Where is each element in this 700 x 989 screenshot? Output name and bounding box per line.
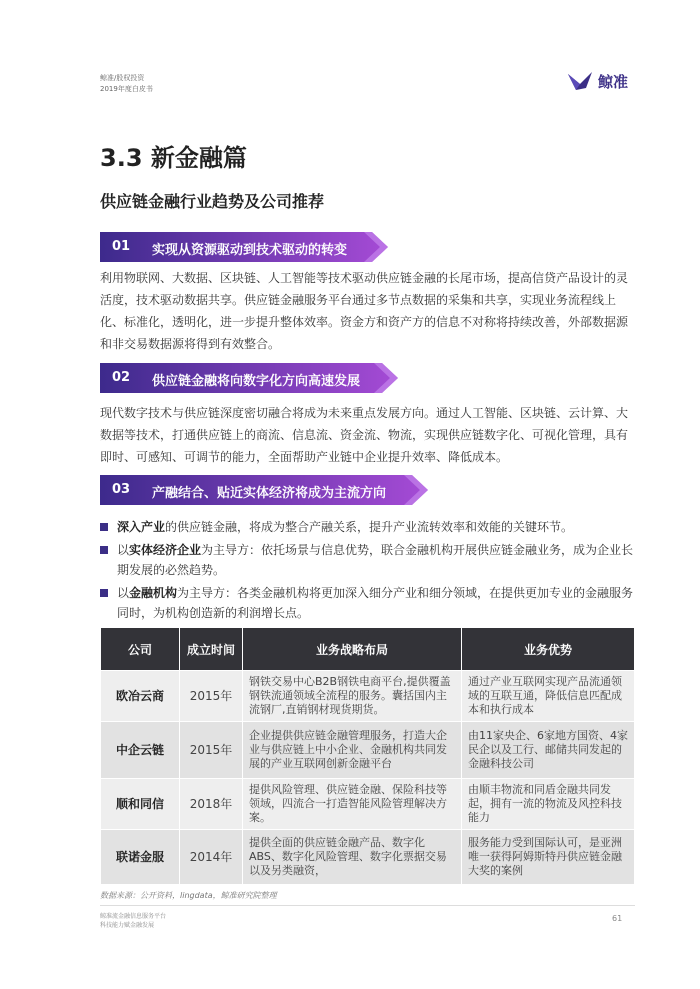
footer-info xyxy=(100,912,166,930)
bullet-item xyxy=(100,517,635,537)
logo-text: 鲸准 xyxy=(598,72,629,91)
banner-number: 02 xyxy=(112,370,131,385)
table-row xyxy=(101,671,635,722)
bullet-bold: 实体经济企业 xyxy=(129,543,202,557)
banner-title: 供应链金融将向数字化方向高速发展 xyxy=(152,374,361,389)
section-title: 3.3 新金融篇 xyxy=(100,144,247,172)
banner-01 xyxy=(100,232,390,262)
header-info xyxy=(100,73,153,95)
table-header-row xyxy=(101,628,635,671)
bullet-square-icon xyxy=(100,546,108,554)
cell-advantage: 由顺丰物流和同盾金融共同发起，拥有一流的物流及风控科技能力 xyxy=(462,779,635,830)
table-row xyxy=(101,779,635,830)
footer-line2: 科技能力赋金融发展 xyxy=(100,922,155,929)
cell-strategy: 提供全面的供应链金融产品、数字化ABS、数字化风险管理、数字化票据交易以及另类融资， xyxy=(243,830,462,885)
cell-company: 中企云链 xyxy=(101,722,180,779)
page-number: 61 xyxy=(612,914,623,923)
cell-year: 2015年 xyxy=(180,671,243,722)
bullet-prefix: 以 xyxy=(117,586,130,600)
banner-title: 产融结合、贴近实体经济将成为主流方向 xyxy=(152,486,387,501)
sub-title: 供应链金融行业趋势及公司推荐 xyxy=(100,192,325,211)
banner-number: 01 xyxy=(112,239,131,254)
table-row xyxy=(101,722,635,779)
bullet-item xyxy=(100,540,635,580)
cell-year: 2015年 xyxy=(180,722,243,779)
header-year: 成立时间 xyxy=(180,628,243,671)
cell-advantage: 通过产业互联网实现产品流通领域的互联互通，降低信息匹配成本和执行成本 xyxy=(462,671,635,722)
header-company: 公司 xyxy=(101,628,180,671)
bullet-bold: 金融机构 xyxy=(129,586,178,600)
header-line1: 鲸准/股权投资 xyxy=(100,74,145,82)
bullet-text: 的供应链金融，将成为整合产融关系，提升产业流转效率和效能的关键环节。 xyxy=(165,520,574,534)
bullet-text: 为主导方：各类金融机构将更加深入细分产业和细分领域，在提供更加专业的金融服务同时，为机构创造新的利润增长点。 xyxy=(117,586,634,620)
cell-company: 联诺金服 xyxy=(101,830,180,885)
cell-year: 2014年 xyxy=(180,830,243,885)
header-strategy: 业务战略布局 xyxy=(243,628,462,671)
banner-03 xyxy=(100,475,390,505)
table-row xyxy=(101,830,635,885)
bullet-text: 为主导方：依托场景与信息优势，联合金融机构开展供应链金融业务，成为企业长期发展的必然趋势。 xyxy=(117,543,634,577)
bullet-bold: 深入产业 xyxy=(117,520,166,534)
footer-divider xyxy=(100,905,635,906)
cell-year: 2018年 xyxy=(180,779,243,830)
logo xyxy=(566,70,628,92)
paragraph-01: 利用物联网、大数据、区块链、人工智能等技术驱动供应链金融的长尾市场，提高信贷产品设计的灵活度，技术驱动数据共享。供应链金融服务平台通过多节点数据的采集和共享，实现业务流程线上化、标准化，透明化，进一步提升整体效率。资金方和资产方的信息不对称将持续改善，外部数据源和非交易数据源将得到有效整合。 xyxy=(100,271,629,351)
company-table xyxy=(100,627,635,885)
bullet-list xyxy=(100,517,635,626)
header-advantage: 业务优势 xyxy=(462,628,635,671)
cell-strategy: 钢铁交易中心B2B钢铁电商平台,提供覆盖钢铁流通领域全流程的服务。囊括国内主流钢厂,直销钢材现货期货。 xyxy=(243,671,462,722)
banner-title: 实现从资源驱动到技术驱动的转变 xyxy=(152,243,348,258)
cell-strategy: 提供风险管理、供应链金融、保险科技等领域，四流合一打造智能风险管理解决方案。 xyxy=(243,779,462,830)
cell-company: 顺和同信 xyxy=(101,779,180,830)
bullet-square-icon xyxy=(100,523,108,531)
cell-company: 欧冶云商 xyxy=(101,671,180,722)
cell-strategy: 企业提供供应链金融管理服务，打造大企业与供应链上中小企业、金融机构共同发展的产业互联网创新金融平台 xyxy=(243,722,462,779)
bullet-square-icon xyxy=(100,589,108,597)
footer-line1: 鲸准流金融信息服务平台 xyxy=(100,913,167,920)
bullet-item xyxy=(100,583,635,623)
banner-number: 03 xyxy=(112,482,131,497)
cell-advantage: 由11家央企、6家地方国资、4家民企以及工行、邮储共同发起的金融科技公司 xyxy=(462,722,635,779)
cell-advantage: 服务能力受到国际认可，是亚洲唯一获得阿姆斯特丹供应链金融大奖的案例 xyxy=(462,830,635,885)
data-source: 数据来源：公开资料，lingdata，鲸准研究院整理 xyxy=(100,891,277,900)
paragraph-02: 现代数字技术与供应链深度密切融合将成为未来重点发展方向。通过人工智能、区块链、云计算、大数据等技术，打通供应链上的商流、信息流、资金流、物流，实现供应链数字化、可视化管理，具有即时、可感知、可调节的能力，全面帮助产业链中企业提升效率、降低成本。 xyxy=(100,406,629,464)
banner-02 xyxy=(100,363,390,393)
header-line2: 2019年度白皮书 xyxy=(100,85,153,93)
whale-logo-icon xyxy=(566,70,594,92)
bullet-prefix: 以 xyxy=(117,543,130,557)
